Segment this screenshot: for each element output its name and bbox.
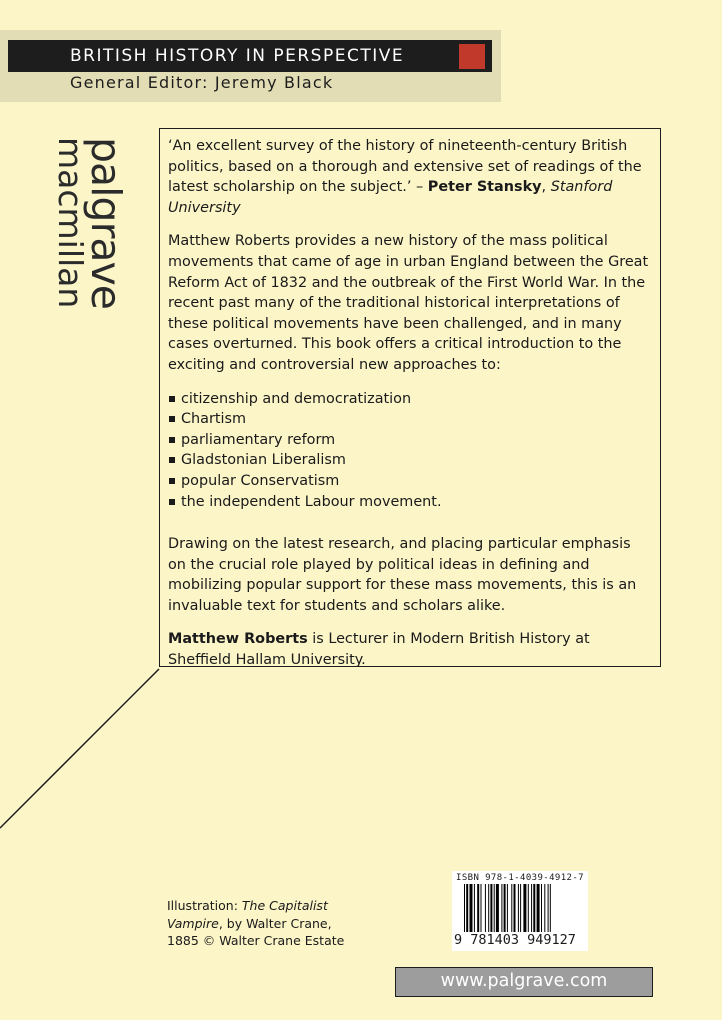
barcode-bar: [541, 884, 542, 932]
author-name: Matthew Roberts: [168, 631, 308, 648]
barcode-bar: [490, 884, 492, 932]
list-item: the independent Labour movement.: [168, 492, 652, 513]
barcode-bar: [514, 884, 516, 932]
quote-author: Peter Stansky: [427, 179, 542, 196]
barcode-bar: [537, 884, 540, 932]
barcode-bar: [533, 884, 535, 932]
barcode-bar: [548, 884, 549, 932]
barcode-bar: [488, 884, 489, 932]
blurb-box: [159, 128, 661, 667]
illustration-title: The Capitalist Vampire: [167, 898, 328, 931]
intro-paragraph: Matthew Roberts provides a new history of the mass political movements that came of age in urban England between the Great Reform Act of 1832 and the outbreak of the First World War. In the recent past many of the traditional historical interpretations of these political movements have been challenged, and in many cases overturned. This book offers a critical introduction to the exciting and controversial new approaches to:: [168, 233, 649, 373]
barcode-bar: [507, 884, 508, 932]
barcode-bar: [550, 884, 551, 932]
list-item: popular Conservatism: [168, 471, 652, 492]
quote-affiliation: Stanford University: [168, 179, 613, 216]
barcode-bar: [477, 884, 479, 932]
barcode-bar: [464, 884, 465, 932]
illustration-credit: Illustration: The Capitalist Vampire, by Walter Crane, 1885 © Walter Crane Estate: [167, 898, 345, 948]
series-accent-square: [459, 44, 485, 69]
barcode-bar: [544, 884, 545, 932]
barcode-bar: [518, 884, 519, 932]
topic-list: [168, 389, 652, 513]
barcode-bar: [466, 884, 468, 932]
barcode-bar: [511, 884, 512, 932]
website-link[interactable]: www.palgrave.com: [395, 967, 653, 997]
general-editor: General Editor: Jeremy Black: [70, 73, 334, 92]
conclusion-paragraph: Drawing on the latest research, and placing particular emphasis on the crucial role played by political ideas in defining and mobilizing popular support for these mass movements, this is an invaluable text for students and scholars alike.: [168, 536, 637, 614]
author-bio: Matthew Roberts is Lecturer in Modern British History at Sheffield Hallam University.: [168, 631, 590, 669]
barcode-bar: [494, 884, 495, 932]
publisher-name-palgrave: palgrave: [82, 137, 130, 310]
series-title: BRITISH HISTORY IN PERSPECTIVE: [70, 46, 405, 66]
isbn-digits: 9 781403 949127: [454, 932, 576, 948]
barcode-bar: [528, 884, 529, 932]
list-item: citizenship and democratization: [168, 389, 652, 410]
isbn-label: ISBN 978-1-4039-4912-7: [456, 873, 585, 883]
publisher-name-macmillan: macmillan: [51, 137, 90, 309]
barcode-bar: [531, 884, 532, 932]
list-item: Gladstonian Liberalism: [168, 450, 652, 471]
isbn-barcode: [452, 871, 588, 951]
barcode-bar: [481, 884, 482, 932]
barcode-bars: [464, 884, 584, 932]
barcode-bar: [504, 884, 506, 932]
barcode-bar: [485, 884, 486, 932]
barcode-bar: [523, 884, 526, 932]
barcode-bar: [470, 884, 473, 932]
barcode-bar: [520, 884, 521, 932]
list-item: parliamentary reform: [168, 430, 652, 451]
list-item: Chartism: [168, 409, 652, 430]
barcode-bar: [501, 884, 502, 932]
review-quote: ‘An excellent survey of the history of nineteenth-century British politics, based on a thorough and extensive set of readings of the latest scholarship on the subject.’ – Peter Stansky, Stanford University: [168, 138, 642, 216]
barcode-bar: [474, 884, 475, 932]
barcode-bar: [496, 884, 499, 932]
